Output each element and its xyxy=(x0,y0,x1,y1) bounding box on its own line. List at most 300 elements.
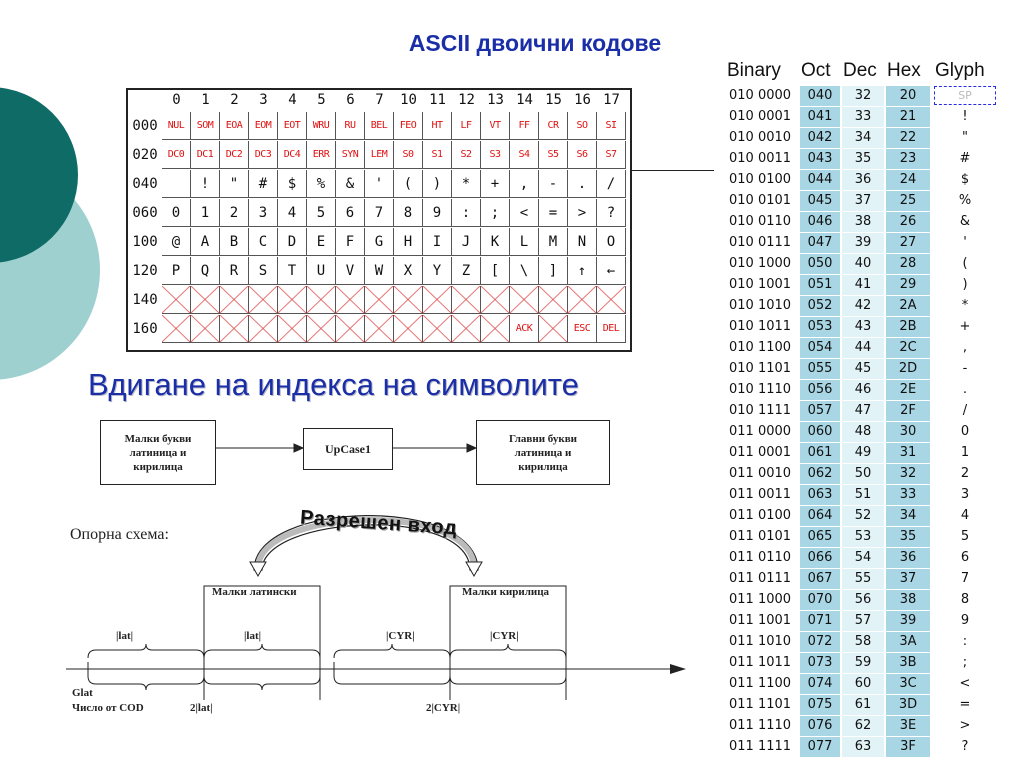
dec-cell: 56 xyxy=(842,590,884,610)
grid-cell: SI xyxy=(597,112,626,140)
oct-cell: 062 xyxy=(800,464,840,484)
brace-2cyr-b xyxy=(450,676,566,684)
code-table-row xyxy=(726,128,1016,148)
grid-row-header: 100 xyxy=(132,234,158,250)
oct-cell: 044 xyxy=(800,170,840,190)
code-table-row xyxy=(726,359,1016,379)
oct-cell: 040 xyxy=(800,86,840,106)
grid-cell xyxy=(307,286,336,314)
dec-cell: 33 xyxy=(842,107,884,127)
grid-cell: : xyxy=(452,199,481,227)
dec-cell: 55 xyxy=(842,569,884,589)
grid-cell: % xyxy=(307,170,336,198)
glyph-cell: ; xyxy=(962,655,968,670)
grid-cell xyxy=(452,286,481,314)
grid-cell: S1 xyxy=(423,141,452,169)
dec-cell: 32 xyxy=(842,86,884,106)
grid-cell: [ xyxy=(481,257,510,285)
grid-cell: S0 xyxy=(394,141,423,169)
hex-cell: 21 xyxy=(886,107,930,127)
grid-cell: D xyxy=(278,228,307,256)
grid-cell xyxy=(365,286,394,314)
glyph-cell xyxy=(934,86,996,106)
hex-cell: 34 xyxy=(886,506,930,526)
grid-cell xyxy=(249,286,278,314)
grid-cell xyxy=(162,170,191,198)
glyph-cell: # xyxy=(959,151,971,166)
grid-cell: FEO xyxy=(394,112,423,140)
brace-2lat-b xyxy=(204,676,320,690)
code-table-row xyxy=(726,653,1016,673)
grid-cell: DC4 xyxy=(278,141,307,169)
grid-cell: A xyxy=(191,228,220,256)
glyph-cell: 5 xyxy=(960,529,970,544)
grid-cell: DC2 xyxy=(220,141,249,169)
grid-cell: N xyxy=(568,228,597,256)
glyph-cell: 1 xyxy=(960,445,970,460)
dec-cell: 41 xyxy=(842,275,884,295)
dec-cell: 51 xyxy=(842,485,884,505)
grid-column-header: 10 xyxy=(400,92,417,108)
grid-cell: E xyxy=(307,228,336,256)
grid-cell: # xyxy=(249,170,278,198)
code-table-row xyxy=(726,317,1016,337)
binary-cell: 011 0111 xyxy=(729,571,792,586)
binary-cell: 010 1011 xyxy=(729,319,792,334)
oct-cell: 043 xyxy=(800,149,840,169)
glyph-cell: < xyxy=(959,676,971,691)
grid-cell: S6 xyxy=(568,141,597,169)
grid-cell: DEL xyxy=(597,315,626,343)
dec-cell: 63 xyxy=(842,737,884,757)
glyph-cell: / xyxy=(962,403,968,418)
grid-cell: B xyxy=(220,228,249,256)
hex-cell: 32 xyxy=(886,464,930,484)
hex-cell: 39 xyxy=(886,611,930,631)
binary-cell: 010 0100 xyxy=(729,172,792,187)
grid-cell: S4 xyxy=(510,141,539,169)
binary-cell: 011 0011 xyxy=(729,487,792,502)
grid-cell: R xyxy=(220,257,249,285)
grid-cell: LEM xyxy=(365,141,394,169)
hex-cell: 23 xyxy=(886,149,930,169)
hex-cell: 3E xyxy=(886,716,930,736)
grid-cell: T xyxy=(278,257,307,285)
grid-column-header: 15 xyxy=(545,92,562,108)
grid-cell: ] xyxy=(539,257,568,285)
grid-column-header: 6 xyxy=(346,92,355,108)
oct-cell: 055 xyxy=(800,359,840,379)
glyph-cell: % xyxy=(958,193,972,208)
oct-cell: 064 xyxy=(800,506,840,526)
section-heading: Вдигане на индекса на символите xyxy=(88,367,579,402)
hex-cell: 27 xyxy=(886,233,930,253)
dec-cell: 54 xyxy=(842,548,884,568)
grid-cell: EOM xyxy=(249,112,278,140)
grid-cell xyxy=(191,286,220,314)
binary-cell: 011 1101 xyxy=(729,697,792,712)
grid-cell: 6 xyxy=(336,199,365,227)
code-table-row xyxy=(726,401,1016,421)
grid-cell: ERR xyxy=(307,141,336,169)
grid-column-header: 16 xyxy=(574,92,591,108)
hex-cell: 2F xyxy=(886,401,930,421)
grid-cell xyxy=(278,315,307,343)
grid-cell: $ xyxy=(278,170,307,198)
grid-cell: ? xyxy=(597,199,626,227)
grid-column-header: 13 xyxy=(487,92,504,108)
header-glyph: Glyph xyxy=(935,60,985,81)
grid-cell: SOM xyxy=(191,112,220,140)
hex-cell: 28 xyxy=(886,254,930,274)
grid-cell xyxy=(568,286,597,314)
code-table-row xyxy=(726,590,1016,610)
grid-cell: F xyxy=(336,228,365,256)
dec-cell: 59 xyxy=(842,653,884,673)
binary-cell: 010 1001 xyxy=(729,277,792,292)
hex-cell: 2E xyxy=(886,380,930,400)
grid-column-header: 2 xyxy=(230,92,239,108)
upcase-diagram xyxy=(0,400,720,768)
brace-lat-1 xyxy=(88,644,204,658)
axis-arrow xyxy=(670,664,686,674)
grid-cell: ESC xyxy=(568,315,597,343)
binary-cell: 010 0111 xyxy=(729,235,792,250)
grid-cell: DC0 xyxy=(162,141,191,169)
grid-cell: Y xyxy=(423,257,452,285)
binary-cell: 011 1110 xyxy=(729,718,792,733)
lat-label-1: |lat| xyxy=(116,630,134,642)
small-cyr-label: Малки кирилица xyxy=(462,586,550,598)
dec-cell: 40 xyxy=(842,254,884,274)
grid-cell: I xyxy=(423,228,452,256)
oct-cell: 060 xyxy=(800,422,840,442)
cod-label: Число от COD xyxy=(72,702,144,714)
binary-cell: 010 0001 xyxy=(729,109,792,124)
grid-cell: . xyxy=(568,170,597,198)
code-table-row xyxy=(726,86,1016,106)
hex-cell: 31 xyxy=(886,443,930,463)
decorative-circles xyxy=(0,0,110,400)
hex-cell: 3F xyxy=(886,737,930,757)
binary-cell: 011 0010 xyxy=(729,466,792,481)
code-table-row xyxy=(726,506,1016,526)
code-table-row xyxy=(726,632,1016,652)
grid-cell: Z xyxy=(452,257,481,285)
hex-cell: 22 xyxy=(886,128,930,148)
code-table-row xyxy=(726,233,1016,253)
hex-cell: 2D xyxy=(886,359,930,379)
arc-right-arrow xyxy=(466,562,482,576)
glyph-cell: , xyxy=(962,340,968,355)
scheme-label: Опорна схема: xyxy=(70,526,169,543)
two-lat-label: 2|lat| xyxy=(190,702,213,714)
glyph-cell: 0 xyxy=(960,424,970,439)
grid-cell xyxy=(365,315,394,343)
grid-cell: HT xyxy=(423,112,452,140)
cyr-label-1: |CYR| xyxy=(386,630,415,642)
grid-cell xyxy=(162,315,191,343)
space-glyph: SP xyxy=(934,86,996,105)
hex-cell: 29 xyxy=(886,275,930,295)
hex-cell: 3D xyxy=(886,695,930,715)
glyph-cell: ! xyxy=(962,109,968,124)
grid-column-header: 4 xyxy=(288,92,297,108)
code-table-row xyxy=(726,464,1016,484)
grid-cell: C xyxy=(249,228,278,256)
glyph-cell: . xyxy=(962,382,968,397)
flow-box-lowercase-text: Малки букви латиница и кирилица xyxy=(124,432,192,473)
grid-cell: W xyxy=(365,257,394,285)
grid-column-header: 17 xyxy=(603,92,620,108)
code-table-row xyxy=(726,527,1016,547)
oct-cell: 077 xyxy=(800,737,840,757)
grid-cell xyxy=(162,286,191,314)
hex-cell: 2B xyxy=(886,317,930,337)
grid-cell: S3 xyxy=(481,141,510,169)
oct-cell: 042 xyxy=(800,128,840,148)
dec-cell: 36 xyxy=(842,170,884,190)
arc-label: Разрешен вход xyxy=(299,506,458,540)
grid-cell: @ xyxy=(162,228,191,256)
grid-cell: = xyxy=(539,199,568,227)
binary-cell: 011 1100 xyxy=(729,676,792,691)
dec-cell: 47 xyxy=(842,401,884,421)
dec-cell: 42 xyxy=(842,296,884,316)
connector-line xyxy=(632,170,714,171)
brace-lat-2 xyxy=(204,644,320,658)
glyph-cell: 6 xyxy=(960,550,970,565)
dec-cell: 34 xyxy=(842,128,884,148)
oct-cell: 070 xyxy=(800,590,840,610)
grid-cell xyxy=(539,315,568,343)
oct-cell: 074 xyxy=(800,674,840,694)
dec-cell: 45 xyxy=(842,359,884,379)
grid-cell: / xyxy=(597,170,626,198)
code-table-row xyxy=(726,191,1016,211)
lat-label-2: |lat| xyxy=(244,630,262,642)
brace-cyr-2 xyxy=(450,644,566,658)
grid-cell: 8 xyxy=(394,199,423,227)
grid-cell xyxy=(336,286,365,314)
glyph-cell: ) xyxy=(962,277,968,292)
grid-cell: BEL xyxy=(365,112,394,140)
binary-cell: 010 1111 xyxy=(729,403,792,418)
header-oct: Oct xyxy=(801,60,831,81)
code-table-row xyxy=(726,275,1016,295)
glyph-cell: 3 xyxy=(960,487,970,502)
grid-cell: SO xyxy=(568,112,597,140)
code-table-row xyxy=(726,569,1016,589)
grid-cell: ' xyxy=(365,170,394,198)
oct-cell: 045 xyxy=(800,191,840,211)
dec-cell: 57 xyxy=(842,611,884,631)
hex-cell: 25 xyxy=(886,191,930,211)
oct-cell: 041 xyxy=(800,107,840,127)
binary-cell: 010 0011 xyxy=(729,151,792,166)
grid-cell: 1 xyxy=(191,199,220,227)
oct-cell: 065 xyxy=(800,527,840,547)
code-table-row xyxy=(726,485,1016,505)
grid-cell: ) xyxy=(423,170,452,198)
grid-cell: O xyxy=(597,228,626,256)
header-hex: Hex xyxy=(887,60,921,81)
binary-cell: 011 1010 xyxy=(729,634,792,649)
code-table-row xyxy=(726,548,1016,568)
grid-cell: DC1 xyxy=(191,141,220,169)
grid-cell xyxy=(220,286,249,314)
grid-cell: EOT xyxy=(278,112,307,140)
dec-cell: 43 xyxy=(842,317,884,337)
flow-arrows xyxy=(216,444,476,452)
binary-cell: 011 0000 xyxy=(729,424,792,439)
grid-cell xyxy=(510,286,539,314)
brace-cyr-1 xyxy=(334,644,450,658)
glyph-cell: & xyxy=(959,214,971,229)
grid-cell: H xyxy=(394,228,423,256)
grid-column-header: 14 xyxy=(516,92,533,108)
oct-cell: 071 xyxy=(800,611,840,631)
grid-cell: 7 xyxy=(365,199,394,227)
grid-cell xyxy=(278,286,307,314)
binary-cell: 010 1100 xyxy=(729,340,792,355)
code-table-row xyxy=(726,254,1016,274)
grid-cell: Q xyxy=(191,257,220,285)
oct-cell: 063 xyxy=(800,485,840,505)
grid-cell xyxy=(191,315,220,343)
oct-cell: 061 xyxy=(800,443,840,463)
grid-cell: S5 xyxy=(539,141,568,169)
grid-row-header: 020 xyxy=(132,147,158,163)
oct-cell: 073 xyxy=(800,653,840,673)
brace-2cyr-a xyxy=(334,676,450,684)
grid-cell: , xyxy=(510,170,539,198)
glyph-cell: ? xyxy=(961,739,969,754)
grid-cell: 9 xyxy=(423,199,452,227)
dec-cell: 50 xyxy=(842,464,884,484)
grid-row-header: 120 xyxy=(132,263,158,279)
grid-column-header: 1 xyxy=(201,92,210,108)
glyph-cell: - xyxy=(962,361,968,376)
glyph-cell: $ xyxy=(960,172,970,187)
binary-cell: 010 1101 xyxy=(729,361,792,376)
grid-cell xyxy=(539,286,568,314)
oct-cell: 051 xyxy=(800,275,840,295)
flow-box-upcase-text: UpCase1 xyxy=(324,442,371,456)
binary-cell: 011 1011 xyxy=(729,655,792,670)
hex-cell: 20 xyxy=(886,86,930,106)
glyph-cell: 9 xyxy=(960,613,970,628)
dec-cell: 49 xyxy=(842,443,884,463)
glyph-cell: + xyxy=(959,319,971,334)
grid-cell: S2 xyxy=(452,141,481,169)
grid-column-header: 5 xyxy=(317,92,326,108)
grid-column-header: 12 xyxy=(458,92,475,108)
glyph-cell: > xyxy=(959,718,971,733)
binary-cell: 010 0101 xyxy=(729,193,792,208)
hex-cell: 3B xyxy=(886,653,930,673)
two-cyr-label: 2|CYR| xyxy=(426,702,461,714)
grid-cell: U xyxy=(307,257,336,285)
grid-cell: 4 xyxy=(278,199,307,227)
grid-cell: ; xyxy=(481,199,510,227)
binary-cell: 011 0101 xyxy=(729,529,792,544)
binary-cell: 011 1111 xyxy=(729,739,792,754)
grid-cell: 3 xyxy=(249,199,278,227)
oct-cell: 056 xyxy=(800,380,840,400)
grid-cell: ( xyxy=(394,170,423,198)
grid-cell: LF xyxy=(452,112,481,140)
grid-cell: 0 xyxy=(162,199,191,227)
grid-cell xyxy=(423,315,452,343)
grid-cell: RU xyxy=(336,112,365,140)
code-table-row xyxy=(726,674,1016,694)
grid-cell: VT xyxy=(481,112,510,140)
hex-cell: 24 xyxy=(886,170,930,190)
oct-cell: 066 xyxy=(800,548,840,568)
grid-cell: > xyxy=(568,199,597,227)
grid-cell xyxy=(220,315,249,343)
binary-cell: 011 0100 xyxy=(729,508,792,523)
ascii-code-grid xyxy=(126,88,632,352)
grid-cell: + xyxy=(481,170,510,198)
small-latin-label: Малки латински xyxy=(212,586,297,598)
grid-cell: K xyxy=(481,228,510,256)
dec-cell: 44 xyxy=(842,338,884,358)
arc-left-arrow xyxy=(250,562,266,576)
glat-label: Glat xyxy=(72,687,93,699)
grid-cell xyxy=(597,286,626,314)
grid-cell xyxy=(394,286,423,314)
glyph-cell: 2 xyxy=(960,466,970,481)
binary-cell: 011 1001 xyxy=(729,613,792,628)
code-table-row xyxy=(726,443,1016,463)
dec-cell: 46 xyxy=(842,380,884,400)
grid-cell: S7 xyxy=(597,141,626,169)
oct-cell: 052 xyxy=(800,296,840,316)
grid-cell: SYN xyxy=(336,141,365,169)
brace-2lat-a xyxy=(88,676,204,690)
grid-cell: X xyxy=(394,257,423,285)
grid-cell: " xyxy=(220,170,249,198)
code-table-row xyxy=(726,422,1016,442)
cyr-label-2: |CYR| xyxy=(490,630,519,642)
dec-cell: 38 xyxy=(842,212,884,232)
oct-cell: 054 xyxy=(800,338,840,358)
binary-cell: 011 0110 xyxy=(729,550,792,565)
grid-cell xyxy=(481,315,510,343)
glyph-cell: ' xyxy=(963,235,967,250)
grid-cell: < xyxy=(510,199,539,227)
glyph-cell: 4 xyxy=(960,508,970,523)
code-table-row xyxy=(726,170,1016,190)
code-table-row xyxy=(726,338,1016,358)
grid-row-header: 040 xyxy=(132,176,158,192)
grid-cell: FF xyxy=(510,112,539,140)
glyph-cell: 7 xyxy=(960,571,970,586)
header-dec: Dec xyxy=(843,60,877,81)
oct-cell: 047 xyxy=(800,233,840,253)
grid-column-header: 0 xyxy=(172,92,181,108)
grid-row-header: 140 xyxy=(132,292,158,308)
grid-cell: ! xyxy=(191,170,220,198)
grid-cell: NUL xyxy=(162,112,191,140)
hex-cell: 33 xyxy=(886,485,930,505)
dec-cell: 48 xyxy=(842,422,884,442)
hex-cell: 30 xyxy=(886,422,930,442)
dec-cell: 53 xyxy=(842,527,884,547)
grid-cell: V xyxy=(336,257,365,285)
